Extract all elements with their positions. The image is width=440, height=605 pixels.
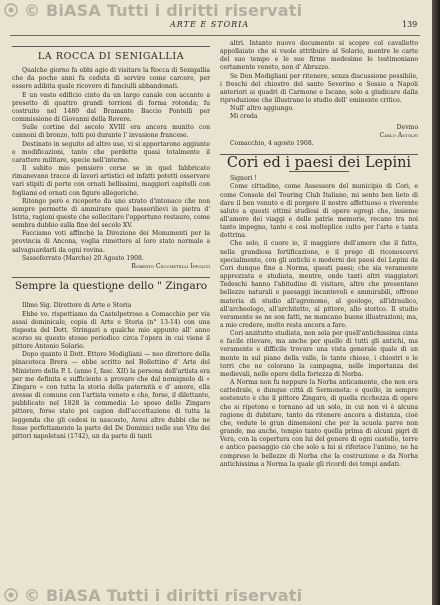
page-number: 139 xyxy=(402,20,418,29)
closing: Mi creda xyxy=(230,113,258,121)
divider xyxy=(12,277,210,278)
page-edge-shadow xyxy=(432,0,440,605)
paragraph: Facciamo voti affinchè la Direzione dei Monumenti per la provincia di Ancona, voglia rimettere al loro stato normale a salvaguardarli da ogni rovina. xyxy=(12,230,210,254)
watermark-top xyxy=(0,0,432,20)
paragraph: Ebbe vo. rispettiamo da Castelpetroso a Comacchio per via assai dominicale, copia di Arte e Storia (n° 13-14) con una risposta del Dott. Stringari a qualche mio appunto all' anno scorso su questo stesso periodico circa l'opera in cui viene il pittore Antonio Solario. xyxy=(12,310,210,351)
paragraph: A Norma non fu neppure la Norba anticamente, che non era cattedrale, e dunque città di Sermoneta: e quello, in sempre sostenuto è che il pittore Zingaro, di quella ricchezza di opere che si ripetono e tornano ad un solo, in cui non vi è alcuna ragione di dubitare, tanto da ritenere ancora a distanza, cioè che, vedute le gran dimensioni che per la scuola parve non grande, ma anche, tempio tanto quella prima di alcuni pigri di Vera, con la copertura con lui del genere di ogni castello, torre e antico paesaggio ciò che solo a lui si riferisce l'animo, ne ha compreso le bellezze di Norba che la costruzione e da Norba antichissima a Norma la quale gli ricordi dei tempi andati. xyxy=(220,379,418,468)
paragraph: Ritengo però e ricoperto da uno strato d'intonaco che non sempre permette di ammirare quei bassorilievi in pietra d' Istria, ragioni queste che sollecitare l'opportuno restauro, come sembra dubbio sulla fine del secolo XV. xyxy=(12,197,211,230)
paragraph: Destinato in seguito ad altro uso, vi si apportarono aggiunte e modificazioni, tanto che perdette quasi totalmente il carattere militare, specie nell'interno. xyxy=(12,140,210,164)
paragraph: Dopo quanto il Dott. Ettore Modigliani — neo direttore della pinacoteca Brera — ebbe scritto nel Bollettino d' Arte del Ministero della P. I. (anno I, fasc. XII) la persona dell'artista era per me definita e sufficiente a provare che dal nomignolo di « Zingaro » con tutta la storia della paternità e d' amore, ella avesse di comune con l'artista veneto e che, forse, il dilettante, pubblicato nel 1828 la commedia Lo sposo dello Zingaro pittore, forse stato poi cagion dell'accettazione di tutta la leggenda che gli cedesi in nascosto, Avrei altre dubbi che ne fosse perfettamente la parte del De Dominici nelle sue Vite dei pittori napoletani (1742), un da parte di tanti xyxy=(12,351,210,440)
biasa-logo-icon xyxy=(4,588,18,602)
salutation: Signori ! xyxy=(230,175,257,183)
article-title: LA ROCCA DI SENIGALLIA xyxy=(37,51,185,62)
running-header xyxy=(0,20,432,34)
left-column xyxy=(12,40,210,441)
paragraph: Sulle cortine del secolo XVIII era ancora munito con cannoni di bronzo, tolti poi durante l' invasione francese. xyxy=(12,124,210,140)
header-rule xyxy=(10,35,420,36)
watermark-text: © BiASA Tutti i diritti riservati xyxy=(24,0,303,20)
paragraph: Null' altro aggiungo. xyxy=(230,105,294,113)
watermark-bottom xyxy=(0,585,432,605)
salutation: Illmo Sig. Direttore di Arte e Storia xyxy=(22,302,132,310)
right-column xyxy=(220,40,418,469)
paragraph: Che solo, il cuore io, il maggiore dell'amore che il fatto, nella grandiosa fortificazione, e il prego di riconoscervi specialmente, con gli antichi e moderni dei paesi dei Lepini da Cori dunque fino a Norma, questi paesi; che sia veramente apprezzata e studiata, mentre, onde tanti altri viaggiatori Tedeschi hanno l'abitudine di visitare, altre che presentano bellezze naturali e paesaggi incantevoli e ammirabili, offrono materia di studio all'agronomo, al geologo, all'idraulico, all'archeologo, all'architetto, al pittore, allo storico. Il studio veramente se ne son fatti, ne mancano buone illustrazioni; ma, a mio credere, molto resta ancora a fare. xyxy=(220,240,418,329)
watermark-text: © BiASA Tutti i diritti riservati xyxy=(24,585,303,605)
article-title: Sempre la questione dello " Zingaro " xyxy=(14,280,208,301)
author-signature: Carlo Astolfi xyxy=(379,131,418,139)
paragraph: Se Don Modigliani per ritenere, senza discussione possibile, i freschi del chiostro del santo Severino e Sossio a Napoli anteriori ai quadri di Carmone e Iscano, solo a giudicare dalla riproduzione che illustrano lo studio dell' eminente critico. xyxy=(220,72,418,105)
paragraph: altri. Intanto nuovo documento si scopre col cavalletto appollaiato che si vuole attribuire al Solario, mentre le carte del suo tempo e le sue firme medesime lo testimoniano certamente veneto, non d' Abruzzo. xyxy=(220,40,418,72)
dateline: Sassoferrato (Marche) 20 Agosto 1908. xyxy=(22,254,144,262)
paragraph: Il subito mio pensiero corse se in quel fabbricato rimanevano tracce di lavori artistici ed infatti potetti osservare vari stipiti di porte con ornati bellissimi, maggiori capitelli con fogliami ed ornati con figure allegoriche. xyxy=(12,165,210,197)
running-title: ARTE E STORIA xyxy=(170,20,250,29)
paragraph: E un vasto edificio cinto da un largo canale con accanto a presetto di quattro grandi torrioni di forma rotonda; fu costruito nel 1480 dal Bramante Baccio Pontelli per commissione di Giovanni della Rovere. xyxy=(12,91,210,124)
article-title: Cori ed i paesi dei Lepini xyxy=(226,155,412,172)
biasa-logo-icon xyxy=(4,3,18,17)
dateline: Comacchio, 4 agosto 1908. xyxy=(230,139,314,147)
paragraph: Cori anzitutto studiata, non sola per quell'antichissima cinta e facile rilevare, ma anche per quello di tutti gli antichi, ma veramente e difficile trovare una vista generale quale di un monte in sul piano della valle, le tante chiese, i chiostri e le torri che ne colorano la campagna, nelle importanza dei medievali, nelle opere della fortezza di Norba. xyxy=(220,330,418,378)
closing-sign: Devmo xyxy=(396,123,418,131)
paragraph: Qualche giorno fa ebbi agio di visitare la Rocca di Senigallia che da poche anni fu ceduta di servire come carcere, per essere adibita quale ricovero di fanciulli abbandonati. xyxy=(12,67,210,91)
paragraph: Come cittadino, come Assessore del municipio di Cori, e come Console del Touring Club Italiano, mi sento ben lieto di dare il ben venuto e di porgere il nostro affettuoso e riverente saluto a questi ottimi studiosi di opere egregi che, insieme all'amore dei viaggi e delle patrie memorie, recano tra noi tanto impegno, tanto e così molteplice culto per l'arte e tanta dottrina. xyxy=(220,183,418,240)
author-signature: Roberto Cecchetelli Ippoliti xyxy=(131,262,210,270)
divider xyxy=(12,46,210,47)
divider-short xyxy=(289,171,349,172)
